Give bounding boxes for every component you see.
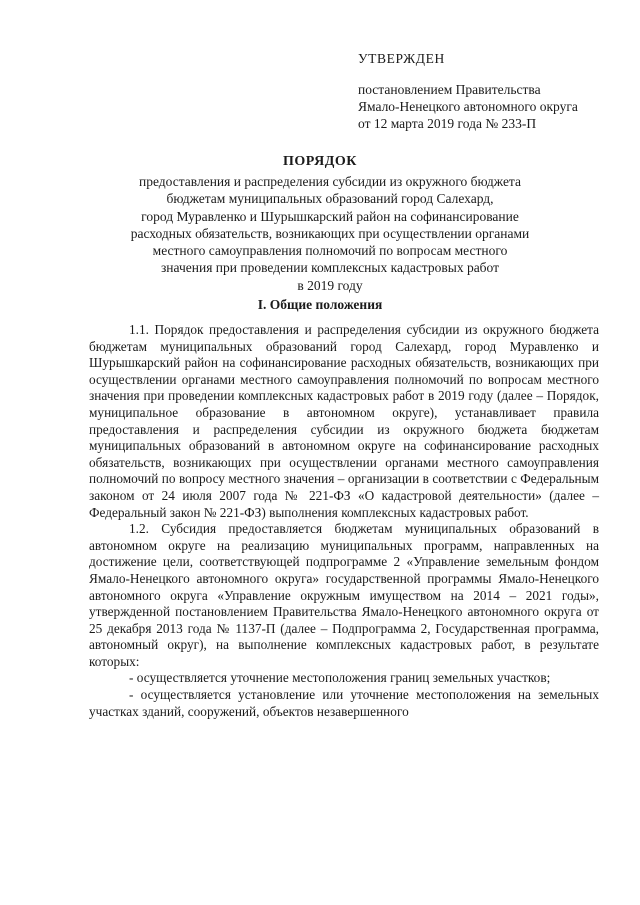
subtitle-line: в 2019 году (297, 277, 363, 293)
subtitle-line: значения при проведении комплексных кадастровых работ (160, 260, 500, 276)
list-item: - осуществляется уточнение местоположения границ земельных участков; (129, 670, 551, 686)
approval-heading: УТВЕРЖДЕН (358, 51, 445, 66)
subtitle-line: местного самоуправления полномочий по вопросам местного (152, 243, 508, 259)
subtitle-line: бюджетам муниципальных образований город Салехард, (166, 191, 494, 207)
approval-line: постановлением Правительства (358, 82, 541, 97)
subtitle-line: город Муравленко и Шурышкарский район на софинансирование (141, 208, 519, 224)
document-title: ПОРЯДОК (283, 154, 357, 169)
list-item: - осуществляется установление или уточнение местоположения на земельных участках зданий, сооружений, объектов незавершенного (89, 687, 599, 719)
document-subtitle (80, 173, 580, 294)
subtitle-line: предоставления и распределения субсидии из окружного бюджета (138, 174, 521, 189)
paragraph: 1.2. Субсидия предоставляется бюджетам муниципальных образований в автономном округе на реализацию муниципальных программ, направленных на достижение цели, соответствующей подпрограмме 2 «Управление земельным фондом Ямало-Ненецкого автономного округа» государственной программы Ямало-Ненецкого автономного округа «Управление окружным имуществом на 2014 – 2021 годы», утвержденной постановлением Правительства Ямало-Ненецкого автономного округа от 25 декабря 2013 года № 1137-П (далее – Подпрограмма 2, Государственная программа, автономный округ), на выполнение комплексных кадастровых работ, в результате которых: (89, 521, 599, 669)
paragraph: 1.1. Порядок предоставления и распределения субсидии из окружного бюджета бюджетам муниципальных образований город Салехард, город Муравленко и Шурышкарский район на софинансирование расходных обязательств, возникающих при осуществлении органами местного самоуправления полномочий по вопросам местного значения при проведении комплексных кадастровых работ в 2019 году (далее – Порядок, муниципальное образование в автономном округе), устанавливает правила предоставления и распределения субсидии из окружного бюджета бюджетам муниципальных образований в автономном округе на софинансирование расходных обязательств, возникающих при осуществлении органами местного самоуправления полномочий по вопросу местного значения – организации в соответствии с Федеральным законом от 24 июля 2007 года № 221-ФЗ «О кадастровой деятельности» (далее – Федеральный закон № 221-ФЗ) выполнения комплексных кадастровых работ. (89, 322, 599, 520)
approval-block (358, 50, 628, 132)
approval-line: Ямало-Ненецкого автономного округа (358, 99, 578, 114)
document-body (89, 322, 599, 720)
approval-line: от 12 марта 2019 года № 233-П (358, 116, 537, 131)
subtitle-line: расходных обязательств, возникающих при осуществлении органами (130, 225, 530, 241)
section-heading: I. Общие положения (257, 297, 383, 312)
